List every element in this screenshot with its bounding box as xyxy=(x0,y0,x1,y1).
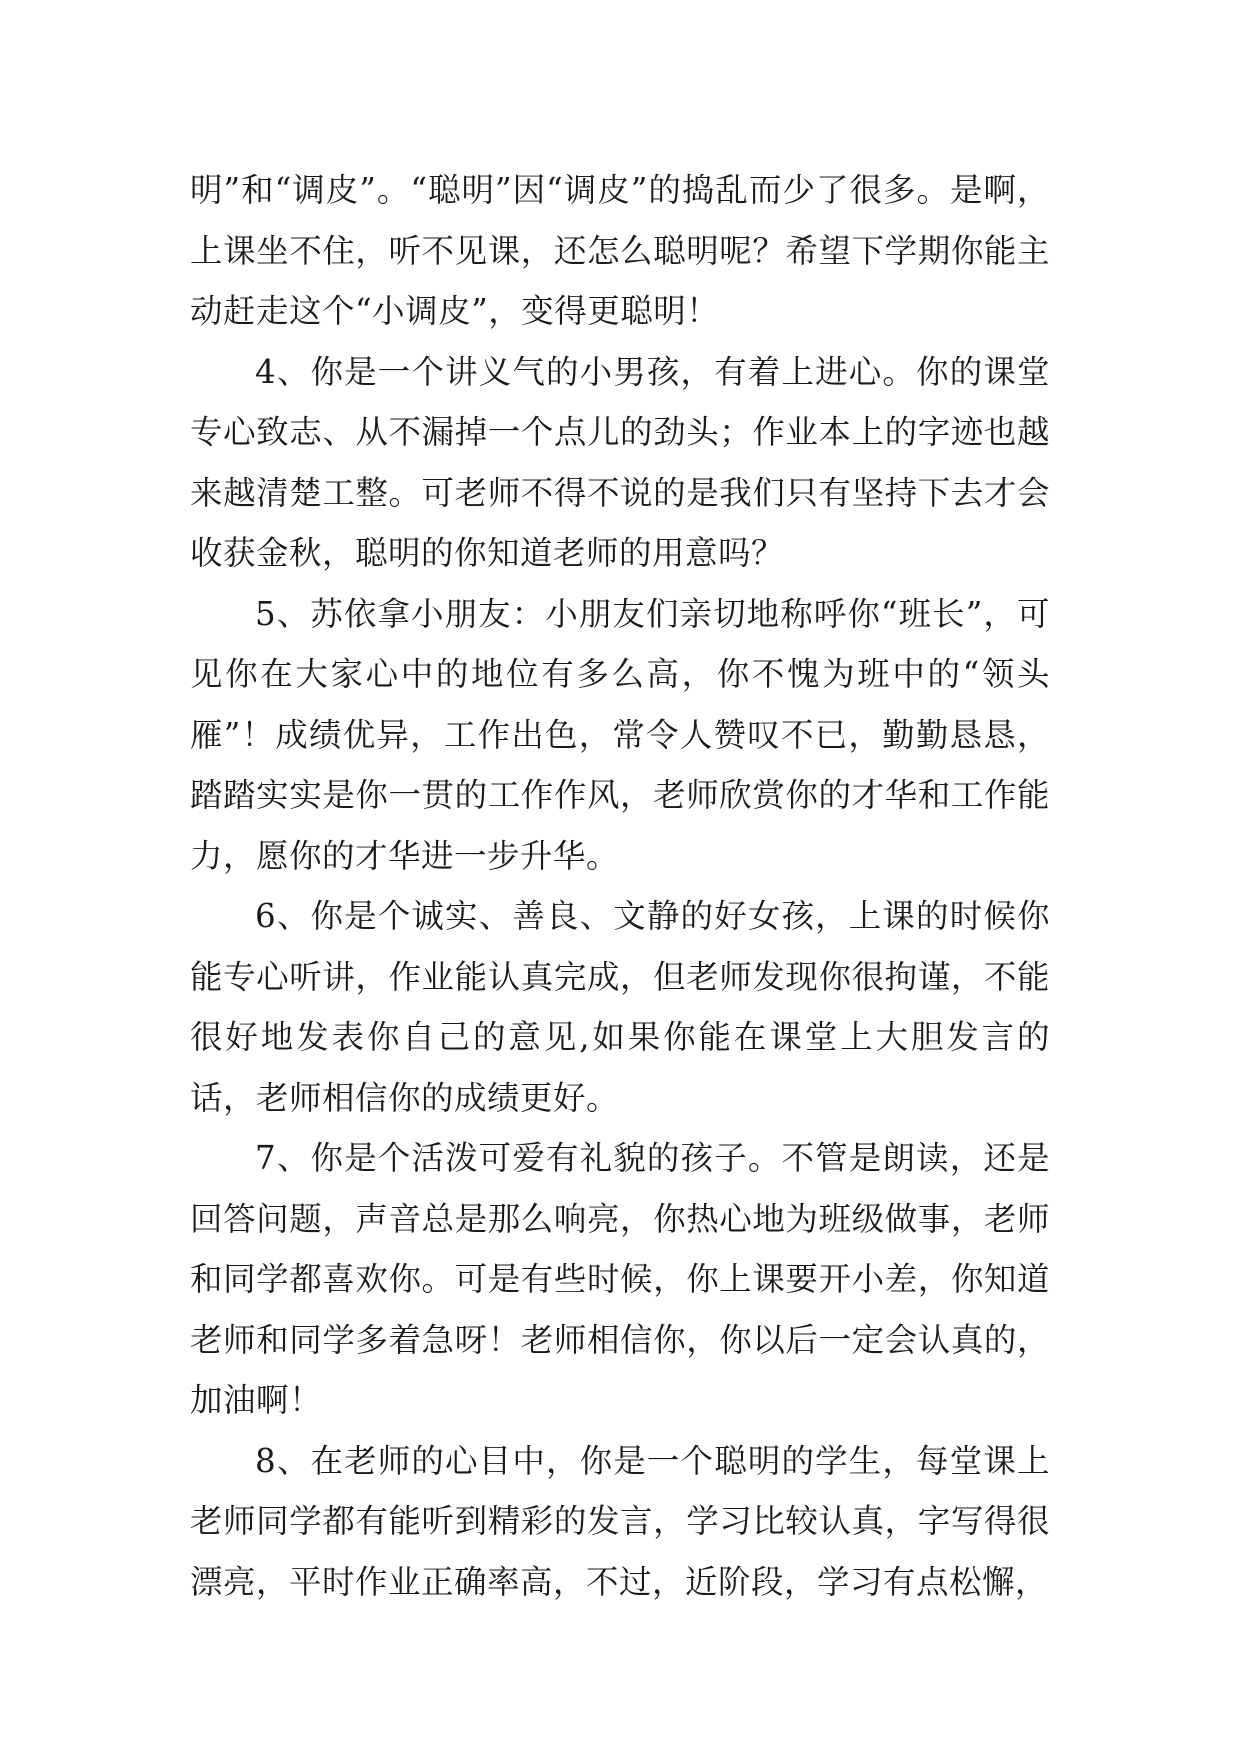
paragraph-comment-6: 6、你是个诚实、善良、文静的好女孩，上课的时候你能专心听讲，作业能认真完成，但老师发现你很拘谨，不能很好地发表你自己的意见,如果你能在课堂上大胆发言的话，老师相信你的成绩更好。 xyxy=(190,897,1050,1117)
document-body xyxy=(190,160,1050,1612)
paragraph-comment-8: 8、在老师的心目中，你是一个聪明的学生，每堂课上老师同学都有能听到精彩的发言，学习比较认真，字写得很漂亮，平时作业正确率高，不过，近阶段，学习有点松懈， xyxy=(190,1441,1050,1601)
paragraph-comment-7: 7、你是个活泼可爱有礼貌的孩子。不管是朗读，还是回答问题，声音总是那么响亮，你热心地为班级做事，老师和同学都喜欢你。可是有些时候，你上课要开小差，你知道老师和同学多着急呀！老师相信你，你以后一定会认真的，加油啊！ xyxy=(190,1139,1050,1419)
paragraph-comment-4: 4、你是一个讲义气的小男孩，有着上进心。你的课堂专心致志、从不漏掉一个点儿的劲头；作业本上的字迹也越来越清楚工整。可老师不得不说的是我们只有坚持下去才会收获金秋，聪明的你知道老师的用意吗？ xyxy=(190,352,1050,572)
paragraph-continued: 明”和“调皮”。“聪明”因“调皮”的捣乱而少了很多。是啊，上课坐不住，听不见课，还怎么聪明呢？希望下学期你能主动赶走这个“小调皮”，变得更聪明！ xyxy=(190,171,1050,330)
paragraph-comment-5: 5、苏依拿小朋友：小朋友们亲切地称呼你“班长”，可见你在大家心中的地位有多么高，你不愧为班中的“领头雁”！成绩优异，工作出色，常令人赞叹不已，勤勤恳恳，踏踏实实是你一贯的工作作风，老师欣赏你的才华和工作能力，愿你的才华进一步升华。 xyxy=(190,594,1050,875)
